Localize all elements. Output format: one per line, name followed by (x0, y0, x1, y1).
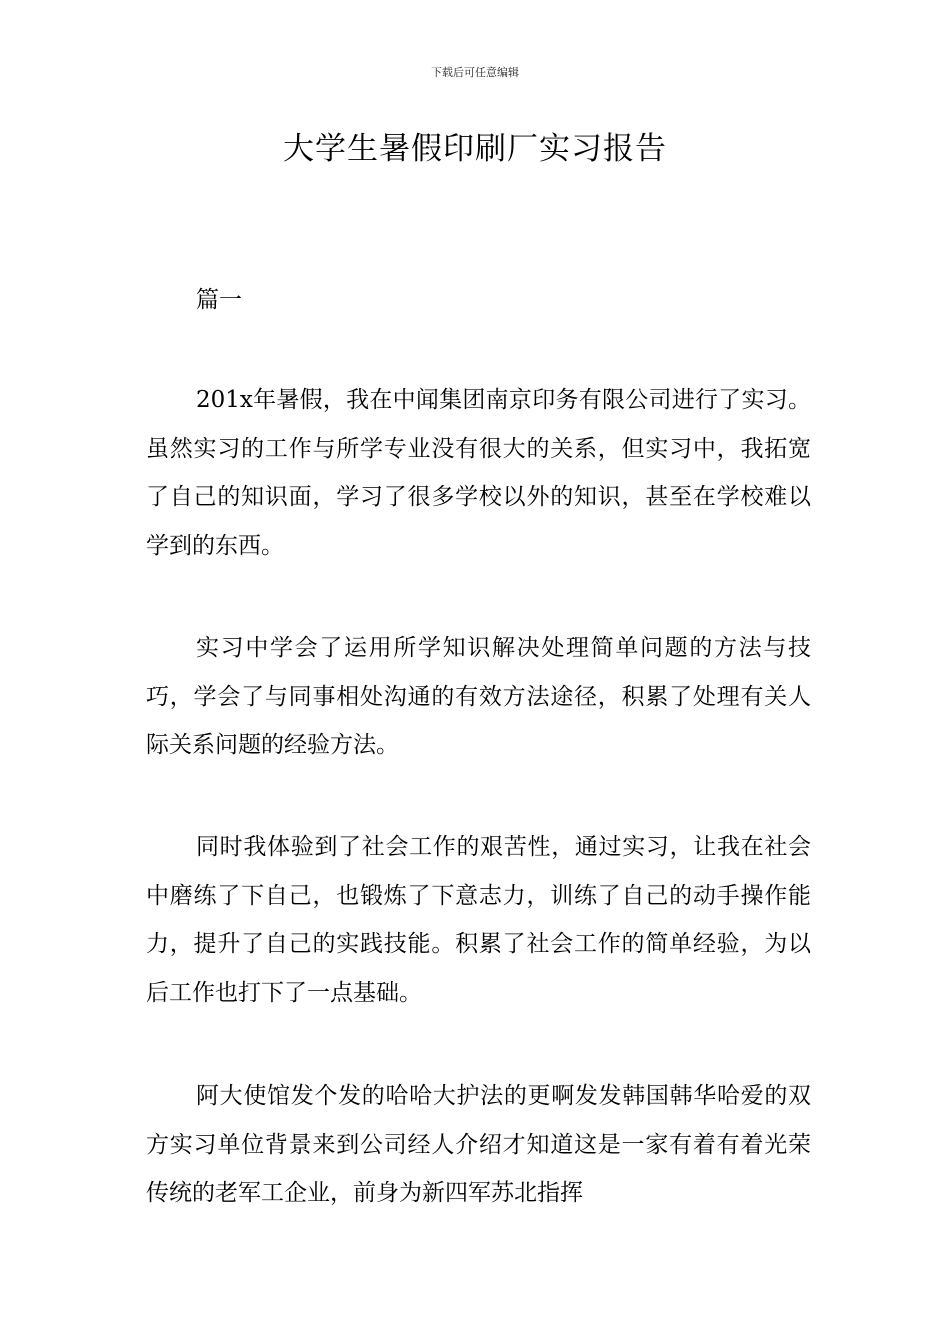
section-label: 篇一 (196, 287, 242, 313)
body-paragraph-4: 阿大使馆发个发的哈哈大护法的更啊发发韩国韩华哈爱的双方实习单位背景来到公司经人介绍才知道这是一家有着有着光荣传统的老军工企业，前身为新四军苏北指挥 (146, 1083, 811, 1206)
body-paragraph-1: 201x年暑假，我在中闻集团南京印务有限公司进行了实习。虽然实习的工作与所学专业没有很大的关系，但实习中，我拓宽了自己的知识面，学习了很多学校以外的知识，甚至在学校难以学到的东西。 (146, 387, 811, 559)
body-paragraph-3: 同时我体验到了社会工作的艰苦性，通过实习，让我在社会中磨练了下自己，也锻炼了下意志力，训练了自己的动手操作能力，提升了自己的实践技能。积累了社会工作的简单经验，为以后工作也打下了一点基础。 (146, 834, 811, 1006)
header-note: 下载后可任意编辑 (431, 66, 519, 79)
document-title: 大学生暑假印刷厂实习报告 (283, 131, 667, 167)
body-paragraph-2: 实习中学会了运用所学知识解决处理简单问题的方法与技巧，学会了与同事相处沟通的有效方法途径，积累了处理有关人际关系问题的经验方法。 (146, 635, 811, 758)
